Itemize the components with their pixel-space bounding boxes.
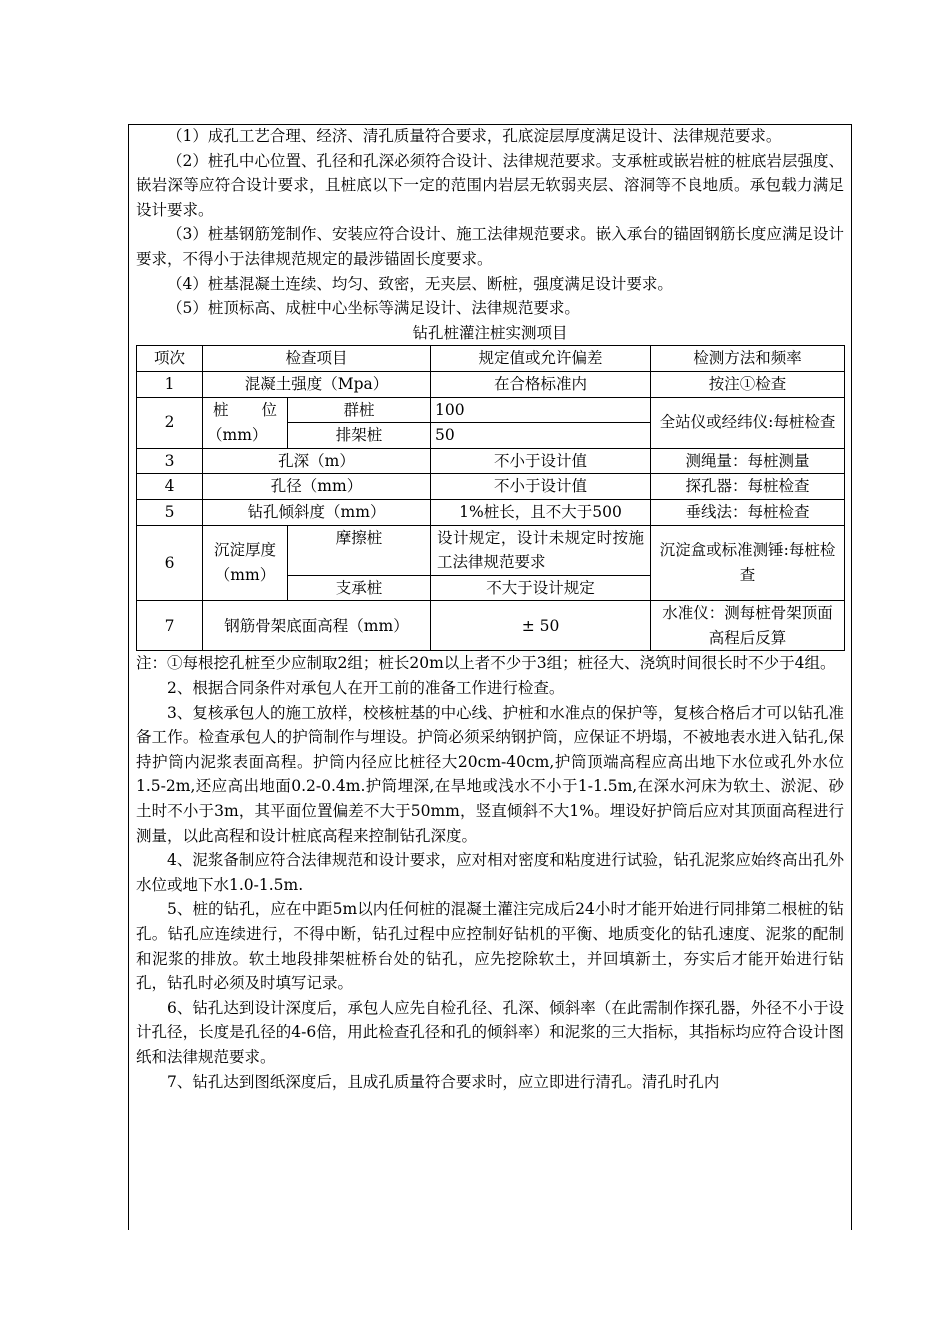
table-row [137, 474, 845, 500]
row-no: 4 [137, 474, 203, 500]
item-part: 位 [261, 401, 277, 420]
header-item: 检查项目 [203, 346, 431, 372]
row-value: 1%桩长，且不大于500 [431, 499, 651, 525]
row-value: 不大于设计规定 [431, 575, 651, 601]
table-row [137, 601, 845, 651]
row-method: 沉淀盒或标准测锤:每桩检查 [651, 525, 845, 601]
paragraph-3: 3、复核承包人的施工放样，校核桩基的中心线、护桩和水准点的保护等，复核合格后才可以钻孔准备工作。检查承包人的护筒制作与埋设。护筒必须采纳钢护筒，应保证不坍塌，不被地表水进入钻孔,保持护筒内泥浆表面高程。护筒内径应比桩径大20cm-40cm,护筒顶端高程应高出地下水位或孔外水位1.5-2m,还应高出地面0.2-0.4m.护筒埋深,在旱地或浅水不小于1-1.5m,在深水河床为软土、淤泥、砂土时不小于3m，其平面位置偏差不大于50mm，竖直倾斜不大1%。埋设好护筒后应对其顶面高程进行测量，以此高程和设计桩底高程来控制钻孔深度。 [136, 703, 844, 845]
table-row [137, 397, 845, 423]
row-value: ± 50 [431, 601, 651, 651]
item-unit: （mm） [214, 565, 276, 584]
row-value: 100 [431, 397, 651, 423]
row-method: 探孔器：每桩检查 [651, 474, 845, 500]
header-no: 项次 [137, 346, 203, 372]
table-header-row [137, 346, 845, 372]
row-no: 6 [137, 525, 203, 601]
item-unit: （mm） [207, 425, 268, 444]
row-no: 2 [137, 397, 203, 448]
paragraph-6: 6、钻孔达到设计深度后，承包人应先自检孔径、孔深、倾斜率（在此需制作探孔器，外径不小于设计孔径，长度是孔径的4-6倍，用此检查孔径和孔的倾斜率）和泥浆的三大指标，其指标均应符合设计图纸和法律规范要求。 [136, 998, 844, 1066]
row-value: 设计规定，设计未规定时按施工法律规范要求 [431, 525, 651, 575]
row-no: 1 [137, 371, 203, 397]
requirement-1: （1）成孔工艺合理、经济、清孔质量符合要求，孔底淀层厚度满足设计、法律规范要求。 [167, 127, 782, 145]
row-no: 5 [137, 499, 203, 525]
row-item [203, 397, 288, 448]
row-method: 测绳量：每桩测量 [651, 448, 845, 474]
item-label: 沉淀厚度 [213, 541, 276, 560]
paragraph-2: 2、根据合同条件对承包人在开工前的准备工作进行检查。 [167, 679, 565, 698]
header-value: 规定值或允许偏差 [431, 346, 651, 372]
requirement-5: （5）桩顶标高、成桩中心坐标等满足设计、法律规范要求。 [167, 299, 580, 318]
row-item [203, 525, 288, 601]
row-no: 7 [137, 601, 203, 651]
row-subitem: 摩擦桩 [288, 525, 431, 575]
row-item: 钢筋骨架底面高程（mm） [203, 601, 431, 651]
row-subitem: 支承桩 [288, 575, 431, 601]
row-method: 水准仪：测每桩骨架顶面高程后反算 [651, 601, 845, 651]
paragraph-5: 5、桩的钻孔，应在中距5m以内任何桩的混凝土灌注完成后24小时才能开始进行同排第二根桩的钻孔。钻孔应连续进行，不得中断，钻孔过程中应控制好钻机的平衡、地质变化的钻孔速度、泥浆的配制和泥浆的排放。软土地段排架桩桥台处的钻孔，应先挖除软土，并回填新土，夯实后才能开始进行钻孔，钻孔时必须及时填写记录。 [136, 900, 844, 993]
header-method: 检测方法和频率 [651, 346, 845, 372]
row-value: 50 [431, 423, 651, 449]
table-title: 钻孔桩灌注桩实测项目 [412, 323, 568, 342]
row-method: 按注①检查 [651, 371, 845, 397]
row-value: 在合格标准内 [431, 371, 651, 397]
document-body [136, 124, 844, 1094]
row-value: 不小于设计值 [431, 448, 651, 474]
paragraph-7: 7、钻孔达到图纸深度后，且成孔质量符合要求时，应立即进行清孔。清孔时孔内 [167, 1072, 720, 1091]
row-no: 3 [137, 448, 203, 474]
requirement-3: （3）桩基钢筋笼制作、安装应符合设计、施工法律规范要求。嵌入承台的锚固钢筋长度应满足设计要求，不得小于法律规范规定的最涉锚固长度要求。 [136, 225, 844, 268]
row-item: 孔深（m） [203, 448, 431, 474]
row-method: 全站仪或经纬仪:每桩检查 [651, 397, 845, 448]
row-method: 垂线法：每桩检查 [651, 499, 845, 525]
row-value: 不小于设计值 [431, 474, 651, 500]
table-row [137, 499, 845, 525]
row-item: 混凝土强度（Mpa） [203, 371, 431, 397]
table-row [137, 525, 845, 575]
table-row [137, 448, 845, 474]
paragraph-4: 4、泥浆备制应符合法律规范和设计要求，应对相对密度和粘度进行试验，钻孔泥浆应始终高出孔外水位或地下水1.0-1.5m. [136, 851, 844, 894]
row-subitem: 排架桩 [288, 423, 431, 449]
row-subitem: 群桩 [288, 397, 431, 423]
table-note: 注：①每根挖孔桩至少应制取2组；桩长20m以上者不少于3组；桩径大、浇筑时间很长时不少于4组。 [136, 654, 836, 673]
requirement-2: （2）桩孔中心位置、孔径和孔深必须符合设计、法律规范要求。支承桩或嵌岩桩的桩底岩层强度、嵌岩深等应符合设计要求，且桩底以下一定的范围内岩层无软弱夹层、溶洞等不良地质。承包载力满足设计要求。 [136, 151, 844, 219]
requirement-4: （4）桩基混凝土连续、均匀、致密，无夹层、断桩，强度满足设计要求。 [167, 274, 673, 293]
row-item: 孔径（mm） [203, 474, 431, 500]
inspection-table [136, 345, 845, 651]
row-item: 钻孔倾斜度（mm） [203, 499, 431, 525]
item-part: 桩 [213, 401, 229, 420]
table-row [137, 371, 845, 397]
